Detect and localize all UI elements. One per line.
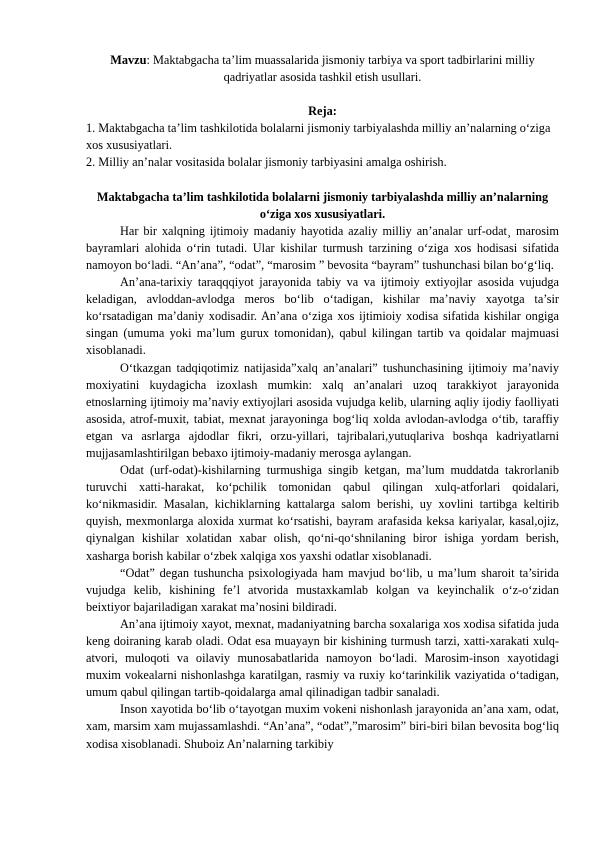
topic xyxy=(86,52,559,86)
paragraph: An’ana-tarixiy taraqqqiyot jarayonida tabiy va va ijtimoiy extiyojlar asosida vujudga keladigan, avloddan-avlodga meros bo‘lib o‘tadigan, kishilar ma’naviy xayotga ta’sir ko‘rsatadigan ma’daniy xodisadir. An’ana o‘ziga xos ijtimioiy xodisa sifatida kishilar ongiga singan (umuma yoki ma’lum gurux tomonidan), qabul kilingan tartib va qoidalar majmuasi xisoblanadi. xyxy=(86,275,559,358)
paragraph: Odat (urf-odat)-kishilarning turmushiga singib ketgan, ma’lum muddatda takrorlanib turuvchi xatti-harakat, ko‘pchilik tomonidan qabul qilingan xulq-atforlari qoidalari, ko‘nikmasidir. Masalan, kichiklarning kattalarga salom berishi, uy xovlini tartibga keltirib quyish, mexmonlarga aloxida xurmat ko‘rsatishi, bayram arafasida keksa kariyalar, kasal,ojiz, qiynalgan kishilar xolatidan xabar olish, qo‘ni-qo‘shnilaning biror ishiga yordam berish, xasharga borish kabilar o‘zbek xalqiga xos yaxshi odatlar xisoblanadi. xyxy=(86,463,559,563)
paragraph: An’ana ijtimoiy xayot, mexnat, madaniyatning barcha soxalariga xos xodisa sifatida juda keng doiraning karab oladi. Odat esa muayayn bir kishining turmush tarzi, xatti-xarakati xulq-atvori, muloqoti va oilaviy munosabatlarida namoyon bo‘ladi. Marosim-inson xayotidagi muxim vokealarni nishonlashga karatilgan, rasmiy va ruxiy ko‘tarinkilik vaziyatida o‘tadigan, umum qabul qilingan tartib-qoidalarga amal qilinadigan tadbir sanaladi. xyxy=(86,616,559,700)
paragraph: Inson xayotida bo‘lib o‘tayotgan muxim vokeni nishonlash jarayonida an’ana xam, odat, xam, marsim xam mujassamlashdi. “An’ana”, “odat”,”marosim” biri-biri bilan bevosita bog‘liq xodisa xisoblanadi. Shuboiz An’nalarning tarkibiy xyxy=(86,702,559,751)
topic-text: : Maktabgacha ta’lim muassalarida jismoniy tarbiya va sport tadbirlarini milliy qadriyatlar asosida tashkil etish usullari. xyxy=(146,53,535,85)
paragraph: Har bir xalqning ijtimoiy madaniy hayotida azaliy milliy an’analar urf-odat¸ marosim bayramlari alohida o‘rin tutadi. Ular kishilar turmush tarzining o‘ziga xos hodisasi sifatida namoyon bo‘ladi. “An’ana”, “odat”, “marosim ” bevosita “bayram” tushunchasi bilan bo‘g‘liq. xyxy=(86,223,559,272)
plan-item: 1. Maktabgacha ta’lim tashkilotida bolalarni jismoniy tarbiyalashda milliy an’nalarning o‘ziga xos xususiyatlari. xyxy=(86,121,551,153)
section-heading: Maktabgacha ta’lim tashkilotida bolalarni jismoniy tarbiyalashda milliy an’nalarning o‘ziga xos xususiyatlari. xyxy=(96,189,549,221)
plan-title: Reja: xyxy=(308,104,337,119)
plan xyxy=(86,103,559,171)
plan-item: 2. Milliy an’nalar vositasida bolalar jismoniy tarbiyasini amalga oshirish. xyxy=(86,155,447,170)
paragraph: “Odat” degan tushuncha psixologiyada ham mavjud bo‘lib, u ma’lum sharoit ta’sirida vujudga kelib, kishining fe’l atvorida mustaxkamlab kolgan va keyinchalik o‘z-o‘zidan beixtiyor bajariladigan xarakat ma’nosini bildiradi. xyxy=(86,565,559,614)
topic-label: Mavzu xyxy=(110,53,147,67)
paragraph: O‘tkazgan tadqiqotimiz natijasida”xalq an’analari” tushunchasining ijtimoiy ma’naviy moxiyatini kuydagicha izoxlash mumkin: xalq an’analari uzoq tarakkiyot jarayonida etnoslarning ijtimoiy ma’naviy extiyojlari asosida vujudga kelib, ularning aqliy ijodiy faolliyati asosida, atrof-muxit, tabiat, mexnat jarayoninga bog‘liq xolda avlodan-avlodga o‘tib, taraffiy etgan va asrlarga ajdodlar fikri, orzu-yillari, tajribalari,yutuqlariva boshqa kadriyatlarni mujjasamlashtirilgan bebaxo ijtimoiy-madaniy merosga aylangan. xyxy=(86,360,559,460)
